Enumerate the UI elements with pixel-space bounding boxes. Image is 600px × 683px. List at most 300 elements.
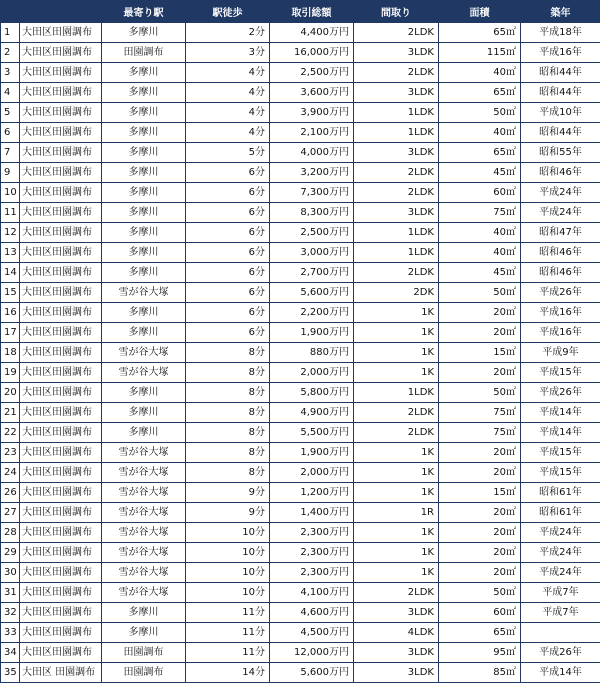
layout-cell: 2LDK [354,23,439,43]
station-cell: 雪が谷大塚 [102,283,186,303]
area-cell: 50㎡ [439,583,521,603]
address-cell: 大田区田園調布 [20,583,102,603]
address-cell: 大田区田園調布 [20,263,102,283]
station-cell: 雪が谷大塚 [102,543,186,563]
built-year-cell: 平成14年 [521,423,600,443]
area-cell: 50㎡ [439,383,521,403]
address-cell: 大田区田園調布 [20,143,102,163]
table-row [1,83,600,103]
layout-cell: 3LDK [354,43,439,63]
row-number: 27 [1,503,20,523]
price-cell: 5,800万円 [270,383,354,403]
walk-time-cell: 10分 [186,583,270,603]
table-row [1,363,600,383]
address-cell: 大田区田園調布 [20,363,102,383]
built-year-cell: 昭和46年 [521,263,600,283]
area-cell: 85㎡ [439,663,521,683]
address-cell: 大田区田園調布 [20,83,102,103]
table-row [1,523,600,543]
area-cell: 65㎡ [439,83,521,103]
area-cell: 50㎡ [439,103,521,123]
built-year-cell: 平成24年 [521,543,600,563]
price-cell: 2,500万円 [270,223,354,243]
address-cell: 大田区田園調布 [20,563,102,583]
layout-cell: 1R [354,503,439,523]
walk-time-cell: 6分 [186,223,270,243]
station-cell: 多摩川 [102,383,186,403]
price-cell: 4,500万円 [270,623,354,643]
walk-time-cell: 6分 [186,183,270,203]
table-row [1,223,600,243]
table-row [1,503,600,523]
built-year-cell: 昭和44年 [521,123,600,143]
built-year-cell: 平成26年 [521,643,600,663]
price-cell: 7,300万円 [270,183,354,203]
walk-time-cell: 6分 [186,203,270,223]
station-cell: 雪が谷大塚 [102,583,186,603]
price-cell: 4,600万円 [270,603,354,623]
walk-time-cell: 5分 [186,143,270,163]
price-cell: 2,300万円 [270,563,354,583]
station-cell: 多摩川 [102,163,186,183]
area-cell: 20㎡ [439,303,521,323]
price-cell: 3,900万円 [270,103,354,123]
price-cell: 1,900万円 [270,323,354,343]
table-row [1,423,600,443]
walk-time-cell: 6分 [186,243,270,263]
address-cell: 大田区田園調布 [20,23,102,43]
layout-cell: 2LDK [354,583,439,603]
station-cell: 多摩川 [102,103,186,123]
row-number: 15 [1,283,20,303]
price-cell: 4,100万円 [270,583,354,603]
walk-time-cell: 11分 [186,603,270,623]
area-cell: 60㎡ [439,183,521,203]
station-cell: 雪が谷大塚 [102,523,186,543]
price-cell: 16,000万円 [270,43,354,63]
header-walk-time: 駅徒歩 [186,1,270,23]
address-cell: 大田区田園調布 [20,343,102,363]
built-year-cell: 平成24年 [521,563,600,583]
row-number: 30 [1,563,20,583]
layout-cell: 1K [354,443,439,463]
area-cell: 20㎡ [439,543,521,563]
area-cell: 75㎡ [439,203,521,223]
header-index [1,1,20,23]
price-cell: 2,000万円 [270,363,354,383]
price-cell: 2,100万円 [270,123,354,143]
table-row [1,323,600,343]
built-year-cell: 昭和61年 [521,483,600,503]
table-row [1,583,600,603]
table-row [1,303,600,323]
station-cell: 多摩川 [102,123,186,143]
row-number: 12 [1,223,20,243]
station-cell: 多摩川 [102,303,186,323]
station-cell: 多摩川 [102,183,186,203]
price-cell: 8,300万円 [270,203,354,223]
station-cell: 田園調布 [102,643,186,663]
layout-cell: 1K [354,563,439,583]
price-cell: 2,300万円 [270,523,354,543]
area-cell: 115㎡ [439,43,521,63]
area-cell: 45㎡ [439,163,521,183]
layout-cell: 1LDK [354,243,439,263]
table-row [1,623,600,643]
area-cell: 20㎡ [439,363,521,383]
built-year-cell: 昭和55年 [521,143,600,163]
header-area: 面積 [439,1,521,23]
layout-cell: 2LDK [354,263,439,283]
row-number: 5 [1,103,20,123]
price-cell: 3,600万円 [270,83,354,103]
row-number: 22 [1,423,20,443]
area-cell: 20㎡ [439,463,521,483]
address-cell: 大田区田園調布 [20,203,102,223]
walk-time-cell: 3分 [186,43,270,63]
table-row [1,103,600,123]
price-cell: 5,600万円 [270,663,354,683]
station-cell: 多摩川 [102,603,186,623]
area-cell: 20㎡ [439,443,521,463]
station-cell: 多摩川 [102,403,186,423]
address-cell: 大田区田園調布 [20,503,102,523]
layout-cell: 1LDK [354,123,439,143]
table-row [1,43,600,63]
table-row [1,123,600,143]
built-year-cell: 平成24年 [521,523,600,543]
price-cell: 3,000万円 [270,243,354,263]
table-row [1,383,600,403]
price-cell: 1,900万円 [270,443,354,463]
layout-cell: 3LDK [354,643,439,663]
price-cell: 3,200万円 [270,163,354,183]
row-number: 24 [1,463,20,483]
walk-time-cell: 6分 [186,303,270,323]
address-cell: 大田区田園調布 [20,623,102,643]
station-cell: 雪が谷大塚 [102,463,186,483]
address-cell: 大田区 田園調布 [20,663,102,683]
address-cell: 大田区田園調布 [20,63,102,83]
row-number: 21 [1,403,20,423]
table-header [1,1,600,23]
built-year-cell: 昭和46年 [521,163,600,183]
area-cell: 40㎡ [439,123,521,143]
station-cell: 多摩川 [102,243,186,263]
address-cell: 大田区田園調布 [20,423,102,443]
walk-time-cell: 4分 [186,63,270,83]
walk-time-cell: 6分 [186,283,270,303]
price-cell: 4,400万円 [270,23,354,43]
header-total-price: 取引総額 [270,1,354,23]
station-cell: 雪が谷大塚 [102,503,186,523]
row-number: 31 [1,583,20,603]
built-year-cell: 平成15年 [521,463,600,483]
address-cell: 大田区田園調布 [20,523,102,543]
layout-cell: 3LDK [354,83,439,103]
walk-time-cell: 6分 [186,323,270,343]
layout-cell: 1K [354,323,439,343]
layout-cell: 3LDK [354,203,439,223]
layout-cell: 1LDK [354,383,439,403]
price-cell: 2,200万円 [270,303,354,323]
address-cell: 大田区田園調布 [20,183,102,203]
layout-cell: 1K [354,463,439,483]
layout-cell: 1K [354,363,439,383]
area-cell: 60㎡ [439,603,521,623]
row-number: 10 [1,183,20,203]
area-cell: 20㎡ [439,323,521,343]
header-layout: 間取り [354,1,439,23]
header-nearest-station: 最寄り駅 [102,1,186,23]
walk-time-cell: 6分 [186,263,270,283]
header-built-year: 築年 [521,1,600,23]
header-address [20,1,102,23]
built-year-cell: 平成16年 [521,43,600,63]
address-cell: 大田区田園調布 [20,463,102,483]
built-year-cell: 平成18年 [521,23,600,43]
built-year-cell: 平成14年 [521,403,600,423]
station-cell: 多摩川 [102,423,186,443]
table-row [1,463,600,483]
area-cell: 40㎡ [439,223,521,243]
table-row [1,23,600,43]
layout-cell: 1K [354,543,439,563]
built-year-cell: 平成15年 [521,443,600,463]
area-cell: 95㎡ [439,643,521,663]
walk-time-cell: 9分 [186,503,270,523]
walk-time-cell: 2分 [186,23,270,43]
row-number: 34 [1,643,20,663]
layout-cell: 2LDK [354,63,439,83]
price-cell: 2,500万円 [270,63,354,83]
layout-cell: 1LDK [354,103,439,123]
station-cell: 多摩川 [102,223,186,243]
table-row [1,443,600,463]
built-year-cell: 平成16年 [521,323,600,343]
address-cell: 大田区田園調布 [20,103,102,123]
table-row [1,403,600,423]
walk-time-cell: 4分 [186,83,270,103]
walk-time-cell: 4分 [186,123,270,143]
row-number: 17 [1,323,20,343]
built-year-cell: 昭和47年 [521,223,600,243]
layout-cell: 2DK [354,283,439,303]
table-row [1,563,600,583]
address-cell: 大田区田園調布 [20,403,102,423]
station-cell: 多摩川 [102,83,186,103]
area-cell: 65㎡ [439,623,521,643]
row-number: 13 [1,243,20,263]
address-cell: 大田区田園調布 [20,383,102,403]
table-row [1,183,600,203]
walk-time-cell: 14分 [186,663,270,683]
area-cell: 40㎡ [439,243,521,263]
price-cell: 2,000万円 [270,463,354,483]
built-year-cell: 平成24年 [521,203,600,223]
row-number: 33 [1,623,20,643]
built-year-cell: 昭和46年 [521,243,600,263]
walk-time-cell: 8分 [186,343,270,363]
row-number: 18 [1,343,20,363]
layout-cell: 3LDK [354,663,439,683]
station-cell: 多摩川 [102,143,186,163]
station-cell: 雪が谷大塚 [102,443,186,463]
built-year-cell: 平成26年 [521,283,600,303]
table-row [1,63,600,83]
layout-cell: 1K [354,483,439,503]
table-row [1,543,600,563]
station-cell: 雪が谷大塚 [102,483,186,503]
area-cell: 20㎡ [439,523,521,543]
area-cell: 75㎡ [439,403,521,423]
layout-cell: 3LDK [354,603,439,623]
built-year-cell: 平成14年 [521,663,600,683]
built-year-cell: 平成9年 [521,343,600,363]
area-cell: 65㎡ [439,143,521,163]
row-number: 28 [1,523,20,543]
address-cell: 大田区田園調布 [20,323,102,343]
walk-time-cell: 11分 [186,623,270,643]
area-cell: 75㎡ [439,423,521,443]
table-row [1,263,600,283]
walk-time-cell: 9分 [186,483,270,503]
area-cell: 15㎡ [439,483,521,503]
row-number: 9 [1,163,20,183]
address-cell: 大田区田園調布 [20,543,102,563]
address-cell: 大田区田園調布 [20,643,102,663]
row-number: 26 [1,483,20,503]
row-number: 11 [1,203,20,223]
walk-time-cell: 8分 [186,443,270,463]
area-cell: 65㎡ [439,23,521,43]
walk-time-cell: 10分 [186,523,270,543]
row-number: 29 [1,543,20,563]
area-cell: 20㎡ [439,563,521,583]
table-row [1,243,600,263]
layout-cell: 1K [354,523,439,543]
layout-cell: 2LDK [354,423,439,443]
price-cell: 5,500万円 [270,423,354,443]
built-year-cell: 平成24年 [521,183,600,203]
walk-time-cell: 8分 [186,363,270,383]
walk-time-cell: 8分 [186,423,270,443]
table-row [1,643,600,663]
row-number: 32 [1,603,20,623]
address-cell: 大田区田園調布 [20,303,102,323]
address-cell: 大田区田園調布 [20,123,102,143]
layout-cell: 2LDK [354,183,439,203]
built-year-cell: 平成15年 [521,363,600,383]
station-cell: 雪が谷大塚 [102,343,186,363]
walk-time-cell: 10分 [186,563,270,583]
price-cell: 2,300万円 [270,543,354,563]
address-cell: 大田区田園調布 [20,43,102,63]
table-row [1,143,600,163]
address-cell: 大田区田園調布 [20,443,102,463]
built-year-cell: 平成26年 [521,383,600,403]
row-number: 14 [1,263,20,283]
station-cell: 多摩川 [102,263,186,283]
station-cell: 田園調布 [102,663,186,683]
row-number: 2 [1,43,20,63]
area-cell: 45㎡ [439,263,521,283]
price-cell: 1,400万円 [270,503,354,523]
row-number: 23 [1,443,20,463]
walk-time-cell: 10分 [186,543,270,563]
table-body [1,23,600,683]
built-year-cell: 昭和44年 [521,63,600,83]
station-cell: 雪が谷大塚 [102,363,186,383]
built-year-cell: 平成16年 [521,303,600,323]
row-number: 6 [1,123,20,143]
walk-time-cell: 4分 [186,103,270,123]
row-number: 7 [1,143,20,163]
price-cell: 4,900万円 [270,403,354,423]
price-cell: 12,000万円 [270,643,354,663]
built-year-cell: 平成10年 [521,103,600,123]
table-row [1,203,600,223]
price-cell: 4,000万円 [270,143,354,163]
table-row [1,483,600,503]
address-cell: 大田区田園調布 [20,223,102,243]
layout-cell: 3LDK [354,143,439,163]
walk-time-cell: 8分 [186,403,270,423]
layout-cell: 1K [354,343,439,363]
table-row [1,283,600,303]
address-cell: 大田区田園調布 [20,283,102,303]
row-number: 1 [1,23,20,43]
station-cell: 多摩川 [102,323,186,343]
walk-time-cell: 8分 [186,463,270,483]
row-number: 4 [1,83,20,103]
layout-cell: 2LDK [354,163,439,183]
address-cell: 大田区田園調布 [20,243,102,263]
area-cell: 50㎡ [439,283,521,303]
layout-cell: 2LDK [354,403,439,423]
table-row [1,343,600,363]
built-year-cell: 昭和61年 [521,503,600,523]
layout-cell: 4LDK [354,623,439,643]
station-cell: 雪が谷大塚 [102,563,186,583]
table-row [1,663,600,683]
walk-time-cell: 6分 [186,163,270,183]
price-cell: 880万円 [270,343,354,363]
layout-cell: 1K [354,303,439,323]
row-number: 35 [1,663,20,683]
built-year-cell: 平成7年 [521,583,600,603]
station-cell: 田園調布 [102,43,186,63]
price-cell: 1,200万円 [270,483,354,503]
area-cell: 40㎡ [439,63,521,83]
price-cell: 2,700万円 [270,263,354,283]
station-cell: 多摩川 [102,623,186,643]
area-cell: 20㎡ [439,503,521,523]
row-number: 3 [1,63,20,83]
walk-time-cell: 8分 [186,383,270,403]
table-row [1,163,600,183]
station-cell: 多摩川 [102,203,186,223]
row-number: 16 [1,303,20,323]
header-row [1,1,600,23]
station-cell: 多摩川 [102,63,186,83]
address-cell: 大田区田園調布 [20,603,102,623]
built-year-cell [521,623,600,643]
address-cell: 大田区田園調布 [20,483,102,503]
table-row [1,603,600,623]
walk-time-cell: 11分 [186,643,270,663]
area-cell: 15㎡ [439,343,521,363]
